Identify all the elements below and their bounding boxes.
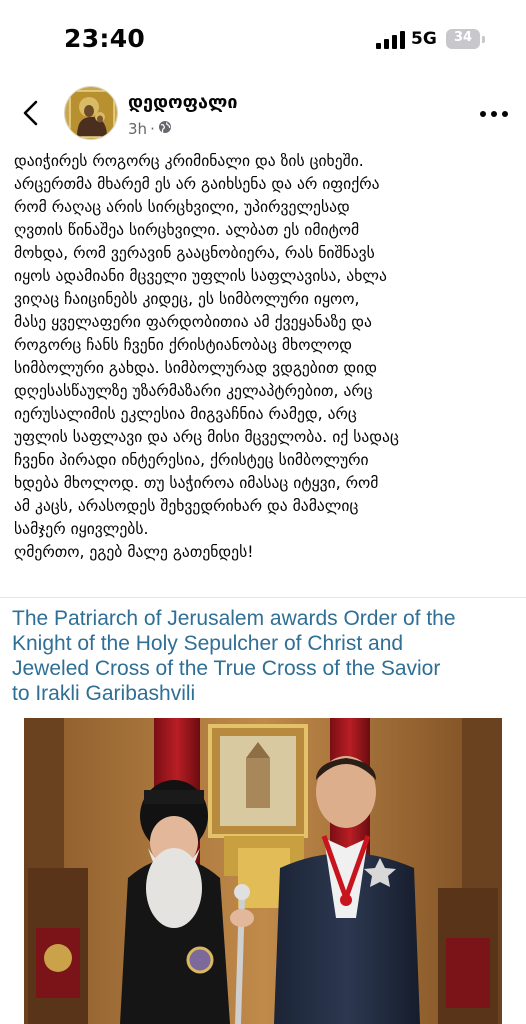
headline-line: The Patriarch of Jerusalem awards Order of the [12, 607, 456, 630]
signal-icon [376, 31, 406, 49]
post-text-line: ამ კაცს, არასოდეს შეხვედრიხარ და მამალიც [14, 497, 359, 515]
post-text-line: ვიღაც ჩაიცინებს კიდეც, ეს სიმბოლური იყოო, [14, 290, 360, 308]
headline-line: to Irakli Garibashvili [12, 682, 196, 705]
attachment-headline [12, 606, 514, 706]
battery-level: 34 [453, 30, 473, 45]
page-name[interactable]: დედოფალი [128, 92, 238, 113]
post-header [0, 82, 526, 150]
post-text-line: ხდება მხოლოდ. თუ საჭიროა იმასაც იტყვი, რომ [14, 474, 379, 492]
meta-separator: · [150, 120, 155, 138]
post-text-line: ღმერთო, ეგებ მალე გათენდეს! [14, 543, 254, 561]
post-text-line: მოხდა, რომ ვერავინ გააცნობიერა, რას ნიშნავს [14, 244, 375, 262]
post-text [14, 150, 520, 592]
post-text-line: სამჯერ იყივლებს. [14, 520, 149, 538]
post-text-line: იყოს ადამიანი მცველი უფლის საფლავისა, ახლა [14, 267, 387, 285]
status-bar [0, 0, 526, 80]
battery-icon [446, 29, 480, 49]
globe-icon [158, 120, 172, 138]
post-time[interactable]: 3h [128, 120, 148, 138]
post-text-line: სიმბოლური გახდა. სიმბოლურად ვდგებით დიდ [14, 359, 377, 377]
post-text-line: უფლის საფლავი და არც მისი მცველობა. იქ სადაც [14, 428, 399, 446]
network-type: 5G [411, 29, 437, 49]
post-attachment[interactable] [0, 598, 526, 1024]
post-text-line: დაიჭირეს როგორც კრიმინალი და ზის ციხეში. [14, 152, 364, 170]
post-text-line: როგორც ჩანს ჩვენი ქრისტიანობაც მხოლოდ [14, 336, 353, 354]
post-meta [128, 120, 172, 138]
headline-line: Knight of the Holy Sepulcher of Christ and [12, 632, 404, 655]
post-text-line: ჩვენი პირადი ინტერესია, ქრისტეც სიმბოლური [14, 451, 369, 469]
back-icon[interactable] [18, 96, 48, 130]
battery-tip [482, 36, 485, 43]
post-text-line: მასე ყველაფერი ფარდობითია ამ ქვეყანაზე და [14, 313, 372, 331]
post-text-line: რომ რაღაც არის სირცხვილი, უპირველესად [14, 198, 350, 216]
more-icon[interactable] [478, 106, 510, 120]
post-text-line: დღესასწაულზე უზარმაზარი კელაპტრებით, არც [14, 382, 373, 400]
headline-line: Jeweled Cross of the True Cross of the Savior [12, 657, 441, 680]
post-text-line: იერუსალიმის ეკლესია მიგვაჩნია რამედ, არც [14, 405, 357, 423]
post-text-line: არცერთმა მხარემ ეს არ გაიხსენა და არ იფიქრა [14, 175, 380, 193]
attachment-photo[interactable] [24, 718, 502, 1024]
post-text-line: ღვთის წინაშეა სირცხვილი. ალბათ ეს იმიტომ [14, 221, 360, 239]
page-avatar[interactable] [64, 86, 118, 140]
status-time: 23:40 [64, 24, 146, 53]
